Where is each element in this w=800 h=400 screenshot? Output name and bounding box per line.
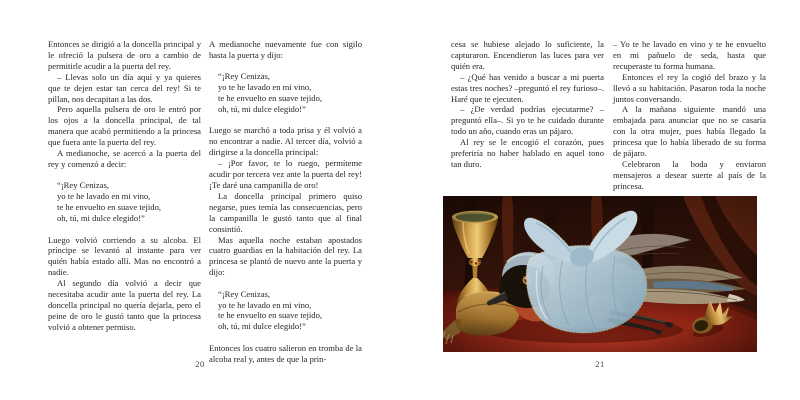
verse-line: yo te he lavado en mi vino,: [218, 299, 312, 310]
verse-rey-cenizas: [218, 289, 362, 333]
verse-line: te he envuelto en suave tejido,: [218, 310, 323, 321]
paragraph: cesa se hubiese alejado lo suficiente, la capturaron. Encendieron las luces para ver quién era.: [451, 39, 604, 71]
verse-rey-cenizas: [218, 71, 362, 115]
verse-line: yo te he lavado en mi vino,: [218, 82, 312, 93]
page-number-20: 20: [195, 359, 205, 369]
vignette: [443, 196, 757, 352]
paragraph: Entonces el rey la cogió del brazo y la llevó a su habitación. Pasaron toda la noche juntos conversando.: [613, 71, 766, 104]
verse-line: te he envuelto en suave tejido,: [57, 202, 162, 213]
paragraph-dialogue: – ¿De verdad podrías ejecutarme? –preguntó ella–. Si yo te he cuidado durante todo un año, cuando eras un pájaro.: [451, 104, 604, 137]
paragraph: Mas aquella noche estaban apostados cuatro guardias en la habitación del rey. La princesa se plantó de nuevo ante la puerta y dijo:: [209, 234, 362, 278]
paragraph-dialogue: – Yo te he lavado en vino y te he envuelto en mi pañuelo de seda, hasta que recuperaste tu forma humana.: [613, 39, 766, 71]
paragraph-dialogue: – ¡Por favor, te lo ruego, permíteme acudir por tercera vez ante la puerta del rey! ¡Te daré una campanilla de oro!: [209, 158, 362, 190]
paragraph: Al rey se le encogió el corazón, pues preferiría no haber hablado en aquel tono tan duro.: [451, 137, 604, 169]
paragraph: La doncella principal primero quiso negarse, pues temía las consecuencias, pero la campanilla le gustó tanto que al final consintió.: [209, 190, 362, 234]
paragraph: A la mañana siguiente mandó una embajada para anunciar que no se casaría con la otra mujer, pues había llegado la princesa que lo había liberado de su forma de pájaro.: [613, 104, 766, 159]
verse-rey-cenizas: [57, 180, 201, 224]
paragraph: Entonces se dirigió a la doncella principal y le ofreció la pulsera de oro a cambio de permitirle acudir a la puerta del rey.: [48, 39, 201, 71]
paragraph: Luego volvió corriendo a su alcoba. El príncipe se levantó al instante para ver quién había estado allí. Mas no encontró a nadie.: [48, 234, 201, 278]
verse-line: oh, tú, mi dulce elegido!”: [218, 321, 306, 332]
page-21-columns: [451, 39, 766, 192]
paragraph: Al segundo día volvió a decir que necesitaba acudir ante la puerta del rey. La doncella principal no quería dejarla, pero el peine de oro le gustó tanto que la princesa volvió a obtener permiso.: [48, 278, 201, 332]
verse-line: “¡Rey Cenizas,: [218, 71, 271, 82]
still-life-illustration: [443, 196, 757, 352]
page-number-21: 21: [595, 359, 605, 369]
paragraph: Celebraron la boda y enviaron mensajeros a desear suerte al país de la princesa.: [613, 158, 766, 191]
verse-line: yo te he lavado en mi vino,: [57, 191, 151, 202]
verse-line: oh, tú, mi dulce elegido!”: [218, 104, 306, 115]
paragraph: A medianoche, se acercó a la puerta del rey y comenzó a decir:: [48, 148, 201, 169]
page-21-column-2: [613, 39, 766, 192]
paragraph: Luego se marchó a toda prisa y él volvió a no encontrar a nadie. Al tercer día, volvió a dirigirse a la doncella principal:: [209, 125, 362, 158]
page-21: [400, 0, 800, 400]
page-20-columns: [48, 39, 362, 365]
paragraph: Pero aquella pulsera de oro le entró por los ojos a la doncella principal, de tal manera que acabó permitiendo a la princesa que fuera ante la puerta del rey.: [48, 104, 201, 148]
page-20-column-1: [48, 39, 201, 365]
page-20-column-2: [209, 39, 362, 365]
paragraph-dialogue: – ¿Qué has venido a buscar a mi puerta estas tres noches? –preguntó el rey furioso–. Haré que te ejecuten.: [451, 71, 604, 104]
verse-line: oh, tú, mi dulce elegido!”: [57, 213, 145, 224]
verse-line: te he envuelto en suave tejido,: [218, 93, 323, 104]
page-21-column-1: [451, 39, 604, 192]
paragraph-dialogue: – Llevas solo un día aquí y ya quieres que te dejen estar tan cerca del rey! Si te pillan, nos decapitan a las dos.: [48, 71, 201, 104]
paragraph: A medianoche nuevamente fue con sigilo hasta la puerta y dijo:: [209, 39, 362, 60]
paragraph: Entonces los cuatro salieron en tromba de la alcoba real y, antes de que la prin-: [209, 342, 362, 364]
verse-line: “¡Rey Cenizas,: [57, 180, 110, 191]
verse-line: “¡Rey Cenizas,: [218, 288, 271, 299]
